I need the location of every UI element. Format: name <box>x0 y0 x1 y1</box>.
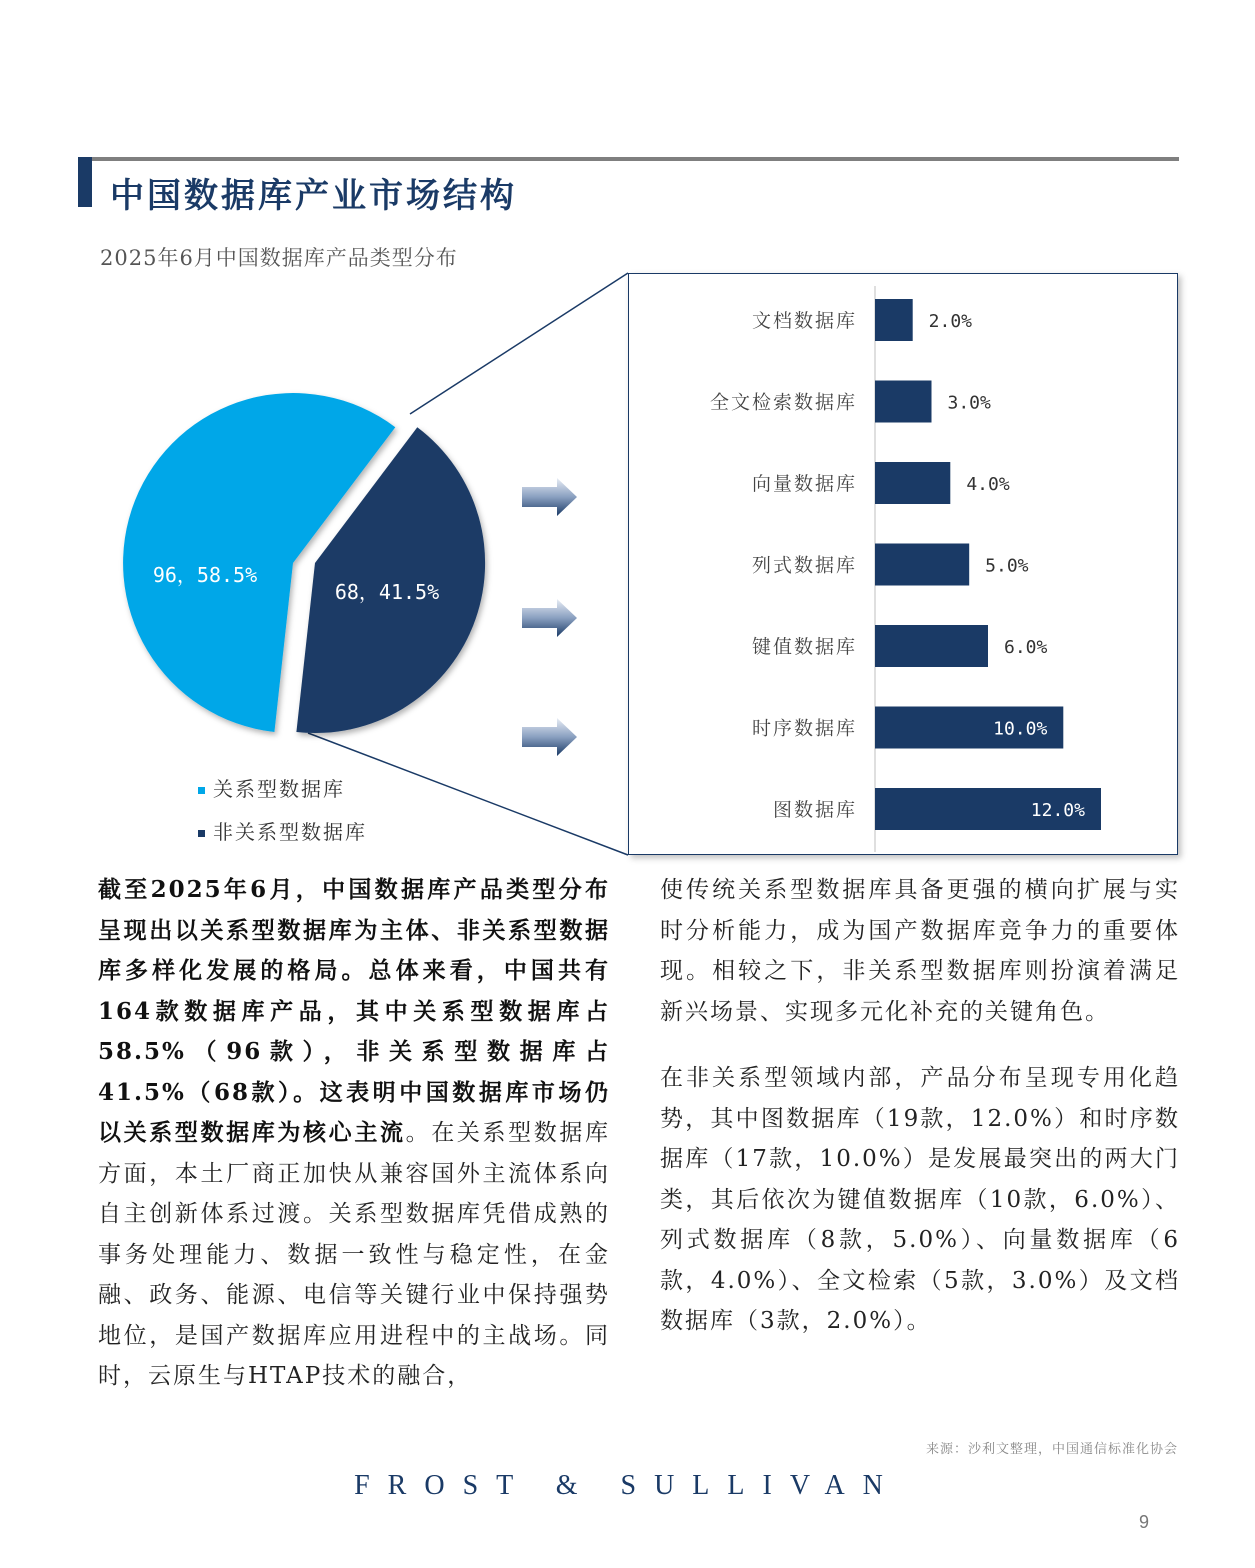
pie-chart <box>0 0 640 860</box>
bar-value-label: 6.0% <box>1003 637 1048 658</box>
bar-value-label: 12.0% <box>1030 800 1085 821</box>
bar-value-label: 5.0% <box>985 555 1029 577</box>
bar-category-label: 全文检索数据库 <box>709 391 857 414</box>
bar-value-label: 3.0% <box>947 392 991 414</box>
bar-1 <box>875 381 932 423</box>
legend-item-relational <box>198 773 345 802</box>
source-note: 来源：沙利文整理，中国通信标准化协会 <box>925 1442 1178 1457</box>
bar-chart-panel <box>628 273 1178 855</box>
right-paragraph-1: 使传统关系型数据库具备更强的横向扩展与实时分析能力，成为国产数据库竞争力的重要体现。相较之下，非关系型数据库则扮演着满足新兴场景、实现多元化补充的关键角色。 <box>660 877 1180 1025</box>
bar-category-label: 文档数据库 <box>751 310 857 332</box>
connector-line-top <box>410 273 628 414</box>
legend-item-nonrelational <box>198 816 367 845</box>
bar-category-label: 时序数据库 <box>751 717 857 740</box>
arrow-icon <box>522 599 577 637</box>
bar-category-label: 列式数据库 <box>751 554 857 577</box>
chart-subtitle: 2025年6月中国数据库产品类型分布 <box>100 246 458 270</box>
left-paragraph <box>98 870 610 1397</box>
body-column-left <box>98 870 610 1397</box>
arrow-icon <box>522 478 577 516</box>
legend-label-relational: 关系型数据库 <box>213 777 345 801</box>
bar-value-label: 2.0% <box>928 311 973 332</box>
page-number: 9 <box>1139 1512 1150 1532</box>
bar-value-label: 10.0% <box>993 718 1048 740</box>
right-paragraph-2: 在非关系型领域内部，产品分布呈现专用化趋势，其中图数据库（19款，12.0%）和时序数据库（17款，10.0%）是发展最突出的两大门类，其后依次为键值数据库（10款，6.0%）、列式数据库（8款，5.0%）、向量数据库（6款，4.0%）、全文检索（5款，3.0%）及文档数据库（3款，2.0%）。 <box>660 1065 1180 1334</box>
legend-swatch-relational <box>198 787 205 794</box>
arrow-icon <box>522 718 577 756</box>
left-paragraph-bold: 截至2025年6月，中国数据库产品类型分布呈现出以关系型数据库为主体、非关系型数据库多样化发展的格局。总体来看，中国共有164款数据库产品，其中关系型数据库占58.5%（96款），非关系型数据库占41.5%（68款）。这表明中国数据库市场仍以关系型数据库为核心主流 <box>98 876 610 1146</box>
bar-category-label: 图数据库 <box>772 799 857 821</box>
bar-category-label: 向量数据库 <box>751 473 857 495</box>
bar-3 <box>875 544 969 586</box>
frost-sullivan-logo: FROST & SULLIVAN <box>354 1470 901 1501</box>
pie-label-relational: 96，58.5% <box>152 563 258 587</box>
page-title: 中国数据库产业市场结构 <box>110 176 517 216</box>
left-paragraph-normal: 。在关系型数据库方面，本土厂商正加快从兼容国外主流体系向自主创新体系过渡。关系型数据库凭借成熟的事务处理能力、数据一致性与稳定性，在金融、政务、能源、电信等关键行业中保持强势地位，是国产数据库应用进程中的主战场。同时，云原生与HTAP技术的融合， <box>98 1120 611 1389</box>
bar-category-label: 键值数据库 <box>751 636 857 658</box>
bar-2 <box>875 462 950 504</box>
legend-swatch-nonrelational <box>198 830 205 837</box>
bar-chart <box>629 274 1177 854</box>
bar-4 <box>875 625 988 667</box>
pie-label-nonrelational: 68，41.5% <box>334 580 440 604</box>
body-column-right <box>660 870 1180 1342</box>
bar-value-label: 4.0% <box>966 474 1010 495</box>
bar-0 <box>875 299 913 341</box>
legend-label-nonrelational: 非关系型数据库 <box>213 820 367 844</box>
